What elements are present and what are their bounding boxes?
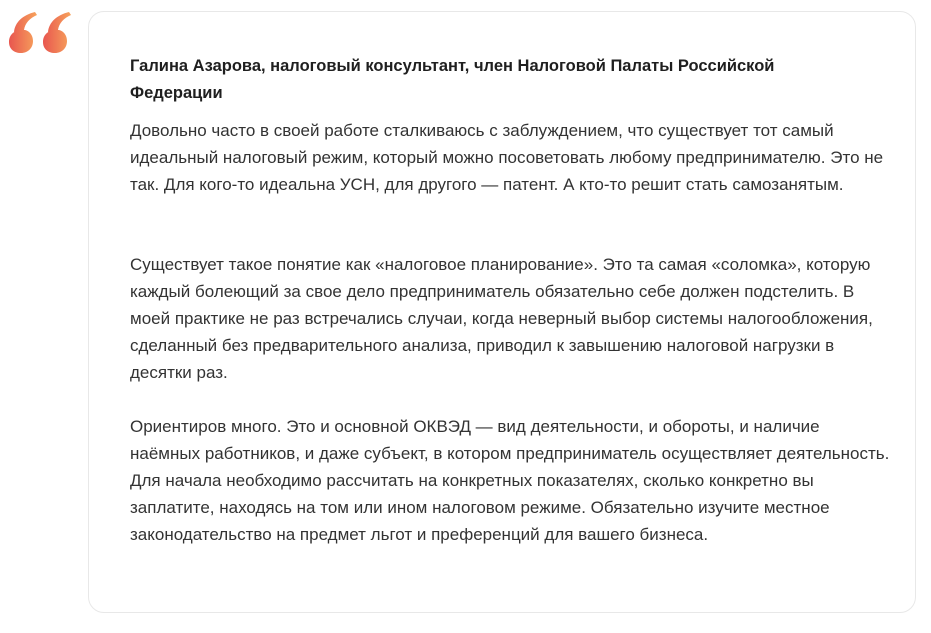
quote-paragraph-2: Существует такое понятие как «налоговое планирование». Это та самая «соломка», которую каждый болеющий за свое дело предприниматель обязательно себе должен подстелить. В моей практике не раз встречались случаи, когда неверный выбор системы налогообложения, сделанный без предварительного анализа, приводил к завышению налоговой нагрузки в десятки раз. (130, 255, 873, 382)
quote-paragraph-3: Ориентиров много. Это и основной ОКВЭД — вид деятельности, и обороты, и наличие наёмных работников, и даже субъект, в котором предприниматель осуществляет деятельность. Для начала необходимо рассчитать на конкретных показателях, сколько конкретно вы заплатите, находясь на том или ином налоговом режиме. Обязательно изучите местное законодательство на предмет льгот и преференций для вашего бизнеса. (130, 417, 890, 544)
quote-card (88, 11, 916, 613)
quote-author: Галина Азарова, налоговый консультант, член Налоговой Палаты Российской Федерации (130, 57, 775, 102)
quote-paragraph-1: Довольно часто в своей работе сталкиваюсь с заблуждением, что существует тот самый идеальный налоговый режим, который можно посоветовать любому предпринимателю. Это не так. Для кого-то идеальна УСН, для другого — патент. А кто-то решит стать самозанятым. (130, 121, 884, 194)
quote-marks-icon (8, 12, 72, 54)
